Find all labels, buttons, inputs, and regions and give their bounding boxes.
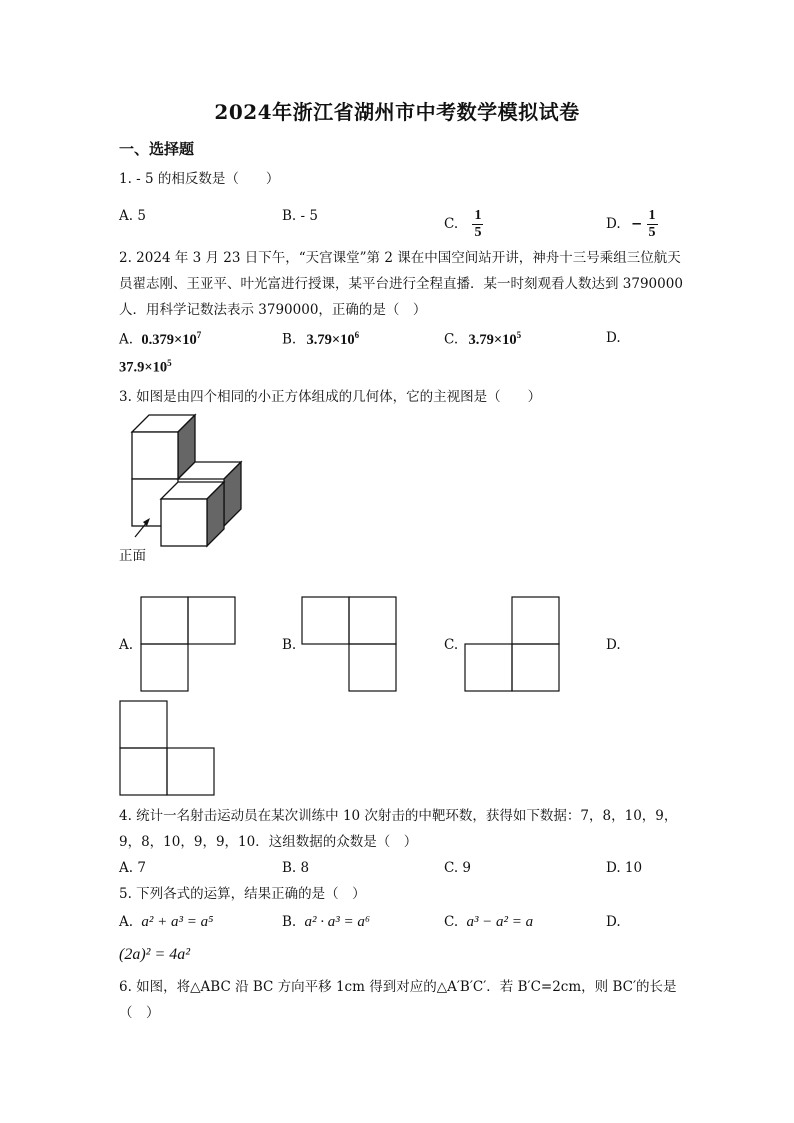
cube-solid-figure — [115, 405, 255, 555]
q3-option-d-label: D. — [606, 637, 621, 653]
q1-c-fraction: $\frac{1}{5}$ — [474, 208, 482, 240]
q4-option-b: B. 8 — [282, 860, 310, 876]
question-6-line-1: 6. 如图，将△ABC 沿 BC 方向平移 1cm 得到对应的△A′B′C′．若 B′C=2cm，则 BC′的长是 — [119, 979, 677, 995]
question-5-stem: 5. 下列各式的运算，结果正确的是（ ） — [119, 886, 366, 902]
q3-option-d-figure — [119, 700, 215, 796]
q1-option-a: A. 5 — [119, 208, 146, 224]
q2-option-d-label: D. — [606, 330, 621, 346]
q4-option-a: A. 7 — [119, 860, 146, 876]
page-title: 2024年浙江省湖州市中考数学模拟试卷 — [214, 100, 580, 124]
q3-option-a-figure — [140, 596, 236, 692]
question-6-line-2: （ ） — [119, 1005, 160, 1021]
question-4-line-2: 9，8，10，9，9，10．这组数据的众数是（ ） — [119, 834, 418, 850]
q3-option-a-label: A. — [119, 637, 134, 653]
question-2-line-2: 员翟志刚、王亚平、叶光富进行授课，某平台进行全程直播．某一时刻观看人数达到 3790000 — [119, 276, 683, 292]
q3-option-c-label: C. — [444, 637, 459, 653]
q3-option-b-label: B. — [282, 637, 297, 653]
q2-option-c: C. $3.79\times 10^5$ — [444, 330, 522, 348]
q2-option-a: A. $0.379\times 10^7$ — [119, 330, 202, 348]
q5-option-d-value: (2a)² = 4a² — [119, 946, 191, 963]
q1-d-fraction: $\frac{1}{5}$ — [648, 208, 656, 240]
q1-option-b: B. - 5 — [282, 208, 318, 224]
q2-option-b: B. $3.79\times 10^6$ — [282, 330, 360, 348]
question-4-line-1: 4. 统计一名射击运动员在某次训练中 10 次射击的中靶环数，获得如下数据：7，8，10，9， — [119, 808, 678, 824]
question-1-stem: 1. - 5 的相反数是（ ） — [119, 171, 280, 187]
q4-option-d: D. 10 — [606, 860, 643, 876]
q1-option-c: C. $\frac{1}{5}$ — [444, 208, 482, 240]
q3-option-b-figure — [301, 596, 397, 692]
q1-option-d: D. − $\frac{1}{5}$ — [606, 208, 656, 240]
q2-option-d-value: $37.9\times 10^5$ — [119, 358, 172, 376]
q4-option-c: C. 9 — [444, 860, 472, 876]
q3-option-c-figure — [464, 596, 560, 692]
question-2-line-3: 人．用科学记数法表示 3790000，正确的是（ ） — [119, 302, 427, 318]
q5-option-d-label: D. — [606, 914, 621, 930]
q5-option-b: B. a² · a³ = a⁶ — [282, 914, 371, 930]
section-heading: 一、选择题 — [119, 140, 195, 158]
question-2-line-1: 2. 2024 年 3 月 23 日下午，“天宫课堂”第 2 课在中国空间站开讲，神舟十三号乘组三位航天 — [119, 250, 681, 266]
q5-option-c: C. a³ − a² = a — [444, 914, 534, 930]
front-view-label: 正面 — [119, 548, 146, 564]
question-3-stem: 3. 如图是由四个相同的小正方体组成的几何体，它的主视图是（ ） — [119, 389, 542, 405]
q5-option-a: A. a² + a³ = a⁵ — [119, 914, 214, 930]
